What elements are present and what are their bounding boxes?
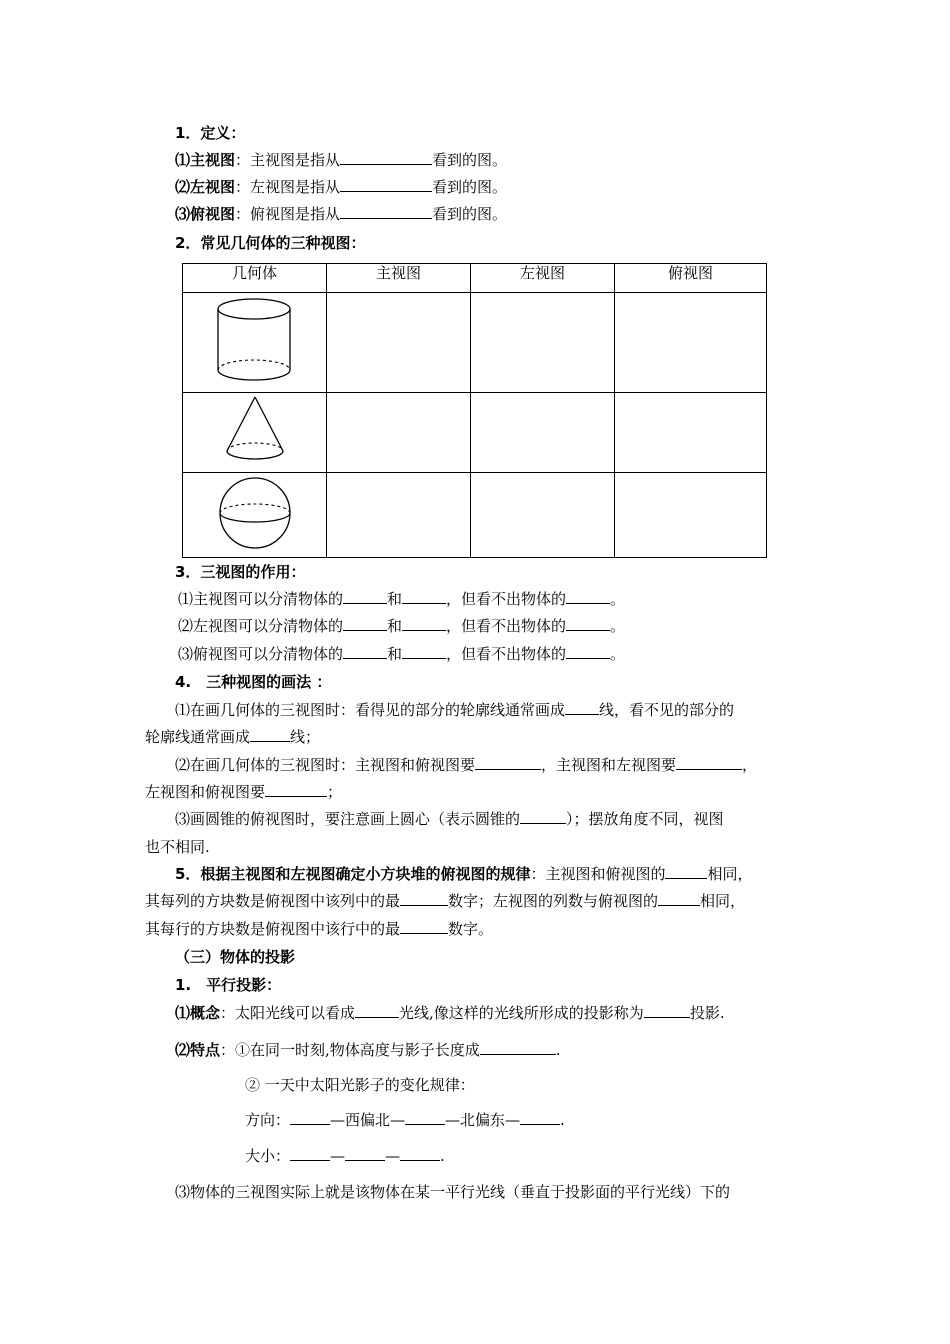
three-views-projection-note: ⑶物体的三视图实际上就是该物体在某一平行光线（垂直于投影面的平行光线）下的	[175, 1183, 731, 1201]
feature-line	[175, 1040, 561, 1060]
drawing-rule-2-cont	[145, 782, 342, 802]
role-left-view	[178, 616, 625, 636]
text: ：左视图是指从	[235, 178, 341, 196]
text: 看到的图。	[432, 178, 508, 196]
blank[interactable]	[402, 616, 446, 631]
blank[interactable]	[343, 589, 387, 604]
blank[interactable]	[400, 1146, 440, 1161]
text: 投影.	[689, 1004, 725, 1022]
top-view-cell[interactable]	[615, 393, 767, 473]
text: 线，看不见的部分的	[599, 701, 735, 719]
text: 相同，	[707, 865, 753, 883]
left-view-cell[interactable]	[471, 393, 615, 473]
text: 方向：	[245, 1111, 291, 1129]
blank[interactable]	[345, 1146, 385, 1161]
blank[interactable]	[290, 1146, 330, 1161]
definition-top-view	[175, 204, 507, 224]
text: —北偏东—	[445, 1111, 521, 1129]
blank[interactable]	[480, 1040, 556, 1055]
text: .	[560, 1111, 565, 1129]
blank[interactable]	[475, 755, 541, 770]
blank[interactable]	[566, 616, 610, 631]
blank[interactable]	[566, 589, 610, 604]
blank[interactable]	[340, 177, 432, 192]
text: ）；摆放角度不同，视图	[566, 810, 724, 828]
section-1-title: 1．定义：	[175, 124, 246, 142]
top-view-cell[interactable]	[615, 293, 767, 393]
text: ：太阳光线可以看成	[220, 1004, 356, 1022]
table-header-row	[183, 264, 767, 293]
solid-cell	[183, 473, 327, 558]
text: —	[330, 1147, 346, 1165]
text: —西偏北—	[330, 1111, 406, 1129]
text: ⑶画圆锥的俯视图时，要注意画上圆心（表示圆锥的	[175, 810, 521, 828]
text: 和	[387, 590, 403, 608]
blank[interactable]	[400, 919, 448, 934]
text: 其每行的方块数是俯视图中该行中的最	[145, 920, 401, 938]
blank[interactable]	[290, 1110, 330, 1125]
drawing-rule-2	[175, 755, 757, 775]
text: 和	[387, 617, 403, 635]
drawing-rule-3	[175, 809, 724, 829]
blank[interactable]	[520, 809, 566, 824]
solid-cell	[183, 293, 327, 393]
blank[interactable]	[265, 782, 327, 797]
size-line	[245, 1146, 445, 1166]
text: 相同，	[700, 892, 746, 910]
blank[interactable]	[343, 616, 387, 631]
text: 。	[610, 590, 626, 608]
text: ⑴主视图可以分清物体的	[178, 590, 344, 608]
text: —	[385, 1147, 401, 1165]
text: ，但看不出物体的	[446, 645, 567, 663]
role-front-view	[178, 589, 625, 609]
text: ⑵左视图可以分清物体的	[178, 617, 344, 635]
term-label: ⑵左视图	[175, 178, 236, 196]
text: ，主视图和左视图要	[541, 756, 677, 774]
text: 数字；左视图的列数与俯视图的	[448, 892, 659, 910]
section-4-title: 4. 三种视图的画法 ：	[175, 673, 332, 691]
text: ：主视图和俯视图的	[530, 865, 666, 883]
header-left-view: 左视图	[471, 264, 615, 293]
drawing-rule-1-cont	[145, 727, 320, 747]
blank[interactable]	[565, 700, 599, 715]
left-view-cell[interactable]	[471, 473, 615, 558]
projection-heading: （三）物体的投影	[175, 948, 296, 966]
text: ：俯视图是指从	[235, 205, 341, 223]
header-front-view: 主视图	[327, 264, 471, 293]
text: 数字。	[448, 920, 494, 938]
text: 和	[387, 645, 403, 663]
text: 光线,像这样的光线所形成的投影称为	[399, 1004, 644, 1022]
parallel-projection-title: 1. 平行投影：	[175, 976, 282, 994]
table-row	[183, 393, 767, 473]
definition-front-view	[175, 150, 507, 170]
text: ⑴在画几何体的三视图时：看得见的部分的轮廓线通常画成	[175, 701, 566, 719]
text: 看到的图。	[432, 205, 508, 223]
table-row	[183, 293, 767, 393]
front-view-cell[interactable]	[327, 393, 471, 473]
header-top-view: 俯视图	[615, 264, 767, 293]
blank[interactable]	[343, 644, 387, 659]
text: ；	[327, 783, 343, 801]
blank[interactable]	[665, 864, 707, 879]
text: 轮廓线通常画成	[145, 728, 251, 746]
drawing-rule-3-cont	[145, 837, 210, 857]
blank[interactable]	[400, 891, 448, 906]
cylinder-icon	[205, 293, 305, 389]
table-row	[183, 473, 767, 558]
section-5-line-1	[175, 864, 752, 884]
section-5-line-2	[145, 891, 745, 911]
term-label: ⑴主视图	[175, 151, 236, 169]
section-2-title: 2．常见几何体的三种视图：	[175, 234, 366, 252]
text: 其每列的方块数是俯视图中该列中的最	[145, 892, 401, 910]
text: 也不相同.	[145, 838, 210, 856]
header-solid: 几何体	[183, 264, 327, 293]
text: ，但看不出物体的	[446, 590, 567, 608]
term-label: ⑵特点	[175, 1041, 221, 1059]
blank[interactable]	[658, 891, 700, 906]
top-view-cell[interactable]	[615, 473, 767, 558]
sphere-icon	[205, 473, 305, 555]
text: .	[555, 1041, 561, 1059]
text: ⑵在画几何体的三视图时：主视图和俯视图要	[175, 756, 476, 774]
definition-left-view	[175, 177, 507, 197]
direction-line	[245, 1110, 565, 1130]
text: 线；	[290, 728, 321, 746]
shadow-rule-heading: ② 一天中太阳光影子的变化规律：	[245, 1076, 475, 1094]
blank[interactable]	[566, 644, 610, 659]
blank[interactable]	[676, 755, 742, 770]
text: 。	[610, 617, 626, 635]
cone-icon	[205, 393, 305, 469]
drawing-rule-1	[175, 700, 734, 720]
concept-line	[175, 1003, 725, 1023]
blank[interactable]	[402, 644, 446, 659]
section-3-title: 3．三视图的作用：	[175, 563, 306, 581]
blank[interactable]	[520, 1110, 560, 1125]
blank[interactable]	[250, 727, 290, 742]
text: ⑶俯视图可以分清物体的	[178, 645, 344, 663]
text: .	[440, 1147, 445, 1165]
blank[interactable]	[340, 204, 432, 219]
section-5-line-3	[145, 919, 493, 939]
three-views-table	[182, 263, 767, 558]
blank[interactable]	[402, 589, 446, 604]
front-view-cell[interactable]	[327, 293, 471, 393]
term-label: ⑶俯视图	[175, 205, 236, 223]
blank[interactable]	[340, 150, 432, 165]
text: ，但看不出物体的	[446, 617, 567, 635]
text: 左视图和俯视图要	[145, 783, 266, 801]
text: 看到的图。	[432, 151, 508, 169]
blank[interactable]	[355, 1003, 399, 1018]
text: ，	[742, 756, 758, 774]
section-5-title: 5．根据主视图和左视图确定小方块堆的俯视图的规律	[175, 865, 531, 883]
text: 。	[610, 645, 626, 663]
term-label: ⑴概念	[175, 1004, 221, 1022]
front-view-cell[interactable]	[327, 473, 471, 558]
role-top-view	[178, 644, 625, 664]
blank[interactable]	[405, 1110, 445, 1125]
solid-cell	[183, 393, 327, 473]
left-view-cell[interactable]	[471, 293, 615, 393]
text: ：主视图是指从	[235, 151, 341, 169]
text: 大小：	[245, 1147, 291, 1165]
text: ：①在同一时刻,物体高度与影子长度成	[220, 1041, 480, 1059]
blank[interactable]	[644, 1003, 690, 1018]
